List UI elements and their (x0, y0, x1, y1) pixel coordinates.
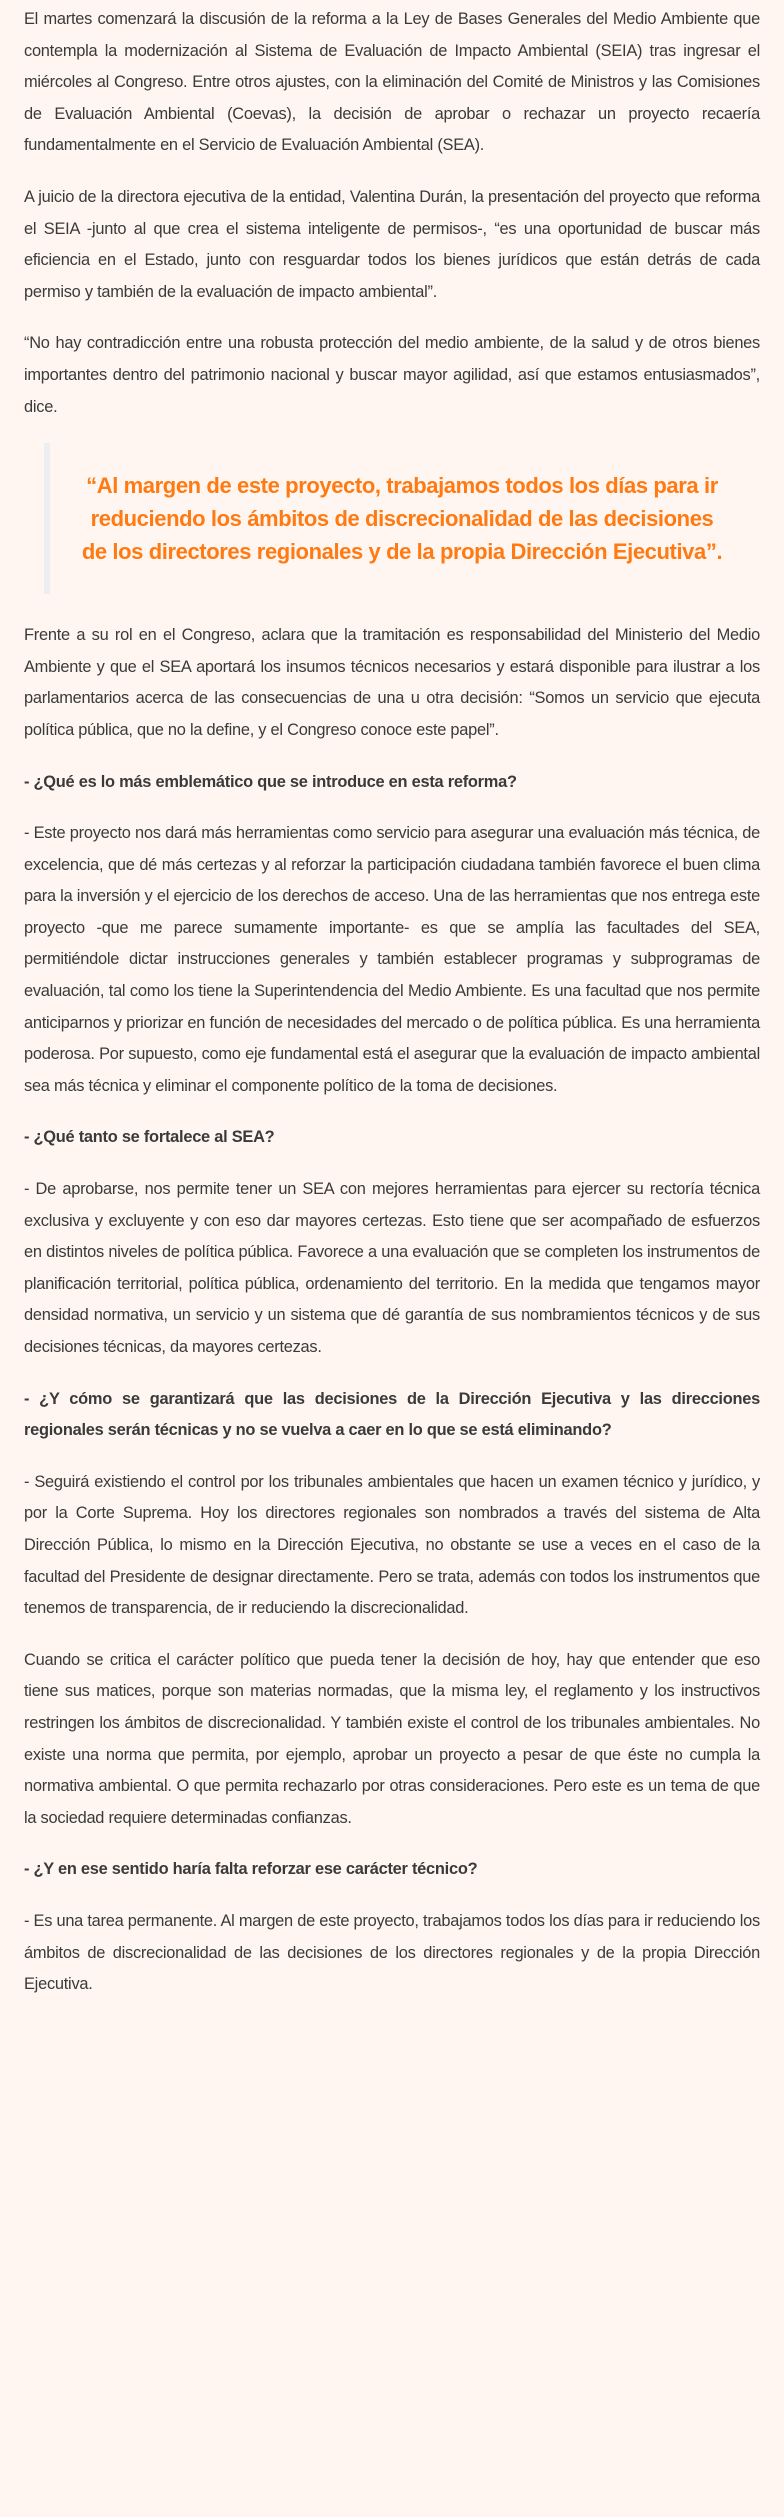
interview-question: - ¿Y cómo se garantizará que las decisiones de la Dirección Ejecutiva y las direcciones regionales serán técnicas y no se vuelva a caer en lo que se está eliminando? (24, 1389, 760, 1440)
pull-quote (44, 443, 760, 594)
pull-quote-text: “Al margen de este proyecto, trabajamos todos los días para ir reduciendo los ámbitos de discrecionalidad de las decisiones de los directores regionales y de la propia Dirección Ejecutiva”. (81, 473, 723, 565)
interview-answer: - Este proyecto nos dará más herramientas como servicio para asegurar una evaluación más técnica, de excelencia, que dé más certezas y al reforzar la participación ciudadana también favorece el buen clima para la inversión y el ejercicio de los derechos de acceso. Una de las herramientas que nos entrega este proyecto -que me parece sumamente importante- es que se amplía las facultades del SEA, permitiéndole dictar instrucciones generales y también establecer programas y subprogramas de evaluación, tal como los tiene la Superintendencia del Medio Ambiente. Es una facultad que nos permite anticiparnos y priorizar en función de necesidades del mercado o de política pública. Es una herramienta poderosa. Por supuesto, como eje fundamental está el asegurar que la evaluación de impacto ambiental sea más técnica y eliminar el componente político de la toma de decisiones. (24, 824, 760, 1095)
interview-answer: Cuando se critica el carácter político que pueda tener la decisión de hoy, hay que entender que eso tiene sus matices, porque son materias normadas, que la misma ley, el reglamento y los instructivos restringen los ámbitos de discrecionalidad. Y también existe el control de los tribunales ambientales. No existe una norma que permita, por ejemplo, aprobar un proyecto a pesar de que éste no cumpla la normativa ambiental. O que permita rechazarlo por otras consideraciones. Pero este es un tema de que la sociedad requiere determinadas confianzas. (24, 1650, 760, 1827)
interview-question: - ¿Y en ese sentido haría falta reforzar ese carácter técnico? (24, 1860, 478, 1879)
interview-answer: - Seguirá existiendo el control por los tribunales ambientales que hacen un examen técnico y jurídico, y por la Corte Suprema. Hoy los directores regionales son nombrados a través del sistema de Alta Dirección Pública, lo mismo en la Dirección Ejecutiva, no obstante se use a veces en el caso de la facultad del Presidente de designar directamente. Pero se trata, además con todos los instrumentos que tenemos de transparencia, de ir reduciendo la discrecionalidad. (24, 1472, 760, 1618)
interview-question: - ¿Qué es lo más emblemático que se introduce en esta reforma? (24, 772, 517, 791)
paragraph: A juicio de la directora ejecutiva de la entidad, Valentina Durán, la presentación del proyecto que reforma el SEIA -junto al que crea el sistema inteligente de permisos-, “es una oportunidad de buscar más eficiencia en el Estado, junto con resguardar todos los bienes jurídicos que están detrás de cada permiso y también de la evaluación de impacto ambiental”. (24, 187, 760, 301)
paragraph-intro: El martes comenzará la discusión de la reforma a la Ley de Bases Generales del Medio Ambiente que contempla la modernización al Sistema de Evaluación de Impacto Ambiental (SEIA) tras ingresar el miércoles al Congreso. Entre otros ajustes, con la eliminación del Comité de Ministros y las Comisiones de Evaluación Ambiental (Coevas), la decisión de aprobar o rechazar un proyecto recaería fundamentalmente en el Servicio de Evaluación Ambiental (SEA). (24, 10, 760, 155)
interview-question: - ¿Qué tanto se fortalece al SEA? (24, 1128, 275, 1147)
interview-answer: - Es una tarea permanente. Al margen de este proyecto, trabajamos todos los días para ir reduciendo los ámbitos de discrecionalidad de las decisiones de los directores regionales y de la propia Dirección Ejecutiva. (24, 1911, 760, 1994)
paragraph: Frente a su rol en el Congreso, aclara que la tramitación es responsabilidad del Ministerio del Medio Ambiente y que el SEA aportará los insumos técnicos necesarios y estará disponible para ilustrar a los parlamentarios acerca de las consecuencias de una u otra decisión: “Somos un servicio que ejecuta política pública, que no la define, y el Congreso conoce este papel”. (24, 626, 760, 739)
interview-answer: - De aprobarse, nos permite tener un SEA con mejores herramientas para ejercer su rectoría técnica exclusiva y excluyente y con eso dar mayores certezas. Esto tiene que ser acompañado de esfuerzos en distintos niveles de política pública. Favorece a una evaluación que se completen los instrumentos de planificación territorial, política pública, ordenamiento del territorio. En la medida que tengamos mayor densidad normativa, un servicio y un sistema que dé garantía de sus nombramientos técnicos y de sus decisiones técnicas, da mayores certezas. (24, 1180, 760, 1356)
paragraph: “No hay contradicción entre una robusta protección del medio ambiente, de la salud y de otros bienes importantes dentro del patrimonio nacional y buscar mayor agilidad, así que estamos entusiasmados”, dice. (24, 334, 760, 416)
